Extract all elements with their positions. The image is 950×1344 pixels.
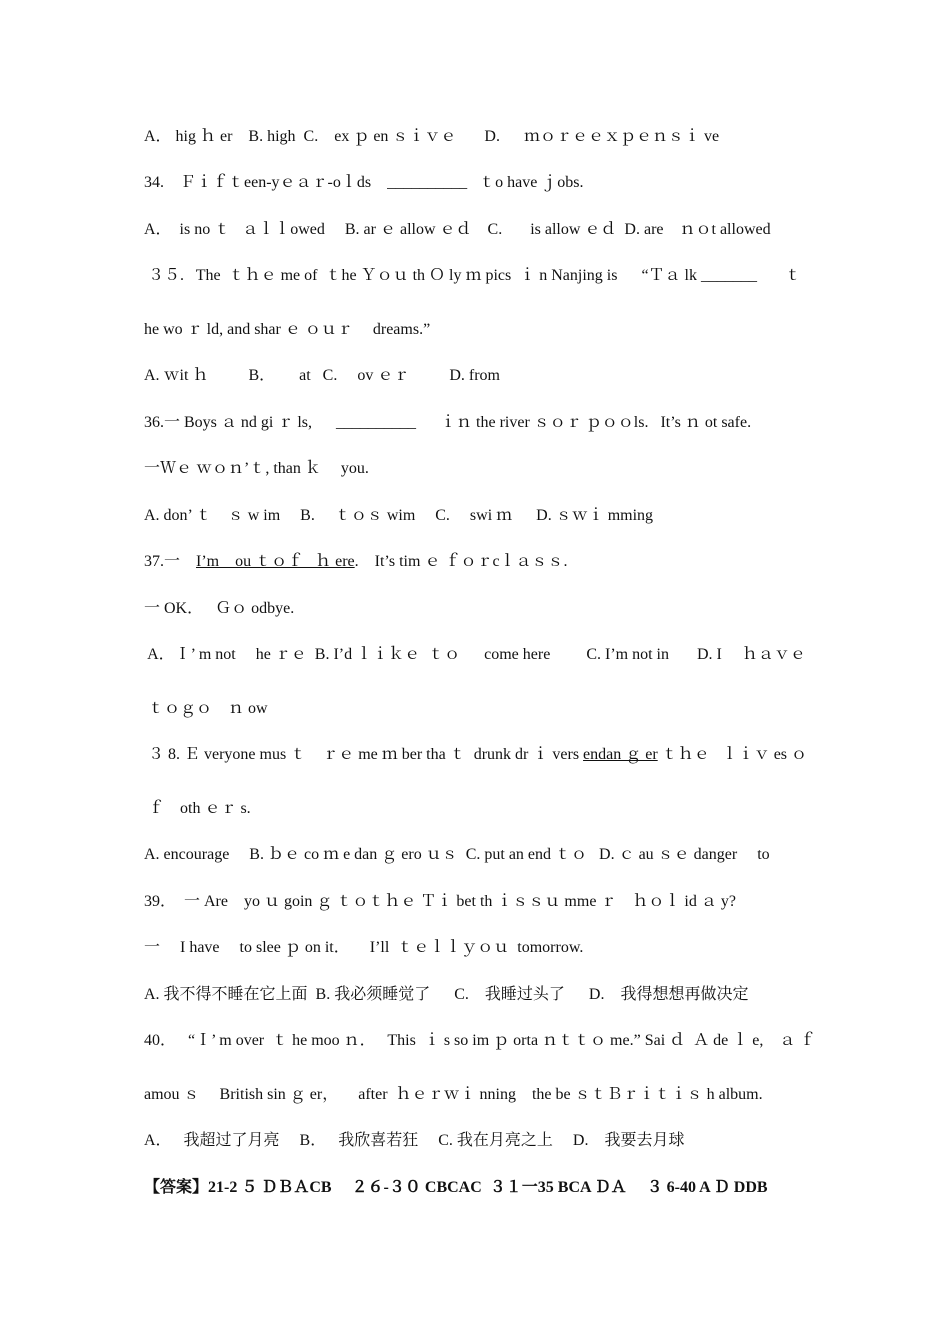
q35-stem-1: ３５. The ｔｈｅ me of ｔhe Ｙｏｕ th Ｏ ly ｍ pics ｉ n Nanjing is “Ｔａ lk _______ ｔ: [144, 267, 801, 284]
q33-options: A． hig ｈ er B. high C. ex ｐ en ｓｉｖｅ D. ｍｏｒｅｅｘｐｅｎｓｉ ve: [144, 128, 720, 145]
q34-options: A． is no ｔ ａｌｌowed B. ar ｅ allow ｅｄ C. is allow ｅｄ D. are ｎｏt allowed: [144, 221, 771, 238]
q37-stem: [144, 552, 814, 572]
q40-options: A． 我超过了月亮 B． 我欣喜若狂 C. 我在月亮之上 D. 我要去月球: [144, 1132, 685, 1149]
q37-underlined-phrase: I’m ou ｔｏｆ ｈ ere: [196, 553, 355, 570]
q39-options: A. 我不得不睡在它上面 B. 我必须睡觉了 C. 我睡过头了 D. 我得想想再做决定: [144, 986, 749, 1003]
q38-stem-suffix: ｔｈｅ ｌｉｖ es ｏ: [657, 746, 808, 763]
q38-underlined-word: endan ｇ er: [583, 746, 658, 763]
q40-stem-1: 40． “Ｉ’ m over ｔ he moo ｎ． This ｉ s so im ｐ orta ｎｔｔｏ me.” Sai ｄ Ａ de ｌ e, ａ ｆ: [144, 1032, 816, 1049]
q35-options: A. ｗit ｈ B． at C. ov ｅｒ D. from: [144, 367, 500, 384]
q40-stem-2: amou ｓ British sin ｇ er， after ｈｅｒｗｉ nning the be ｓｔＢｒｉｔｉｓ h album.: [144, 1086, 763, 1103]
q37-options-1: A．Ｉ’ m not he ｒｅ B. I’d ｌｉｋｅ ｔｏ come here C. I’m not in D. I ｈａｖｅ: [144, 646, 806, 663]
q37-reply: 一 OK． Ｇｏ odbye.: [144, 600, 295, 617]
q36-stem: 36.一 Boys ａ nd gi ｒ ls, __________ ｉｎ the river ｓｏｒ ｐｏｏls. It’s ｎ ot safe.: [144, 414, 752, 431]
q38-stem-2: ｆ oth ｅｒ s.: [144, 800, 251, 817]
q38-stem: [144, 745, 814, 765]
q37-stem-prefix: 37.一: [144, 553, 197, 570]
q36-reply: 一Ｗｅ ｗｏｎ’ｔ, than ｋ you.: [144, 460, 369, 477]
answer-key: 【答案】21-2 ５ ＤＢＡCB ２６-３０ CBCAC ３１一35 BCA ＤＡ ３ 6-40 A Ｄ DDB: [144, 1179, 768, 1196]
q35-stem-2: he wo ｒ ld, and shar ｅ ｏｕｒ dreams.”: [144, 321, 431, 338]
q37-options-2: ｔｏｇｏ ｎ ow: [144, 700, 268, 717]
q37-stem-suffix: . It’s tim ｅ ｆｏｒcｌａｓｓ.: [354, 553, 568, 570]
q36-options: A. don’ ｔ ｓ w im B. ｔｏｓ wim C. swi ｍ D. ｓｗｉ mming: [144, 507, 654, 524]
q34-stem: 34. Ｆｉｆｔeen-yｅａｒ-oｌds __________ ｔo have ｊobs.: [144, 174, 584, 191]
q39-reply: 一 I have to slee ｐ on it． I’ll ｔｅｌｌｙｏｕ tomorrow.: [144, 939, 584, 956]
q39-stem: 39． 一 Are yo ｕ goin ｇ ｔｏｔｈｅ Ｔｉ bet th ｉｓｓｕ mme ｒ ｈｏｌ id ａ y?: [144, 893, 736, 910]
q38-stem-prefix: ３ 8. Ｅ veryone mus ｔ ｒｅ me ｍ ber tha ｔ drunk dr ｉ vers: [144, 746, 584, 763]
q38-options: A. encourage B. ｂｅ co ｍ e dan ｇ ero ｕｓ C. put an end ｔｏ D. ｃ au ｓｅ danger to: [144, 846, 770, 863]
